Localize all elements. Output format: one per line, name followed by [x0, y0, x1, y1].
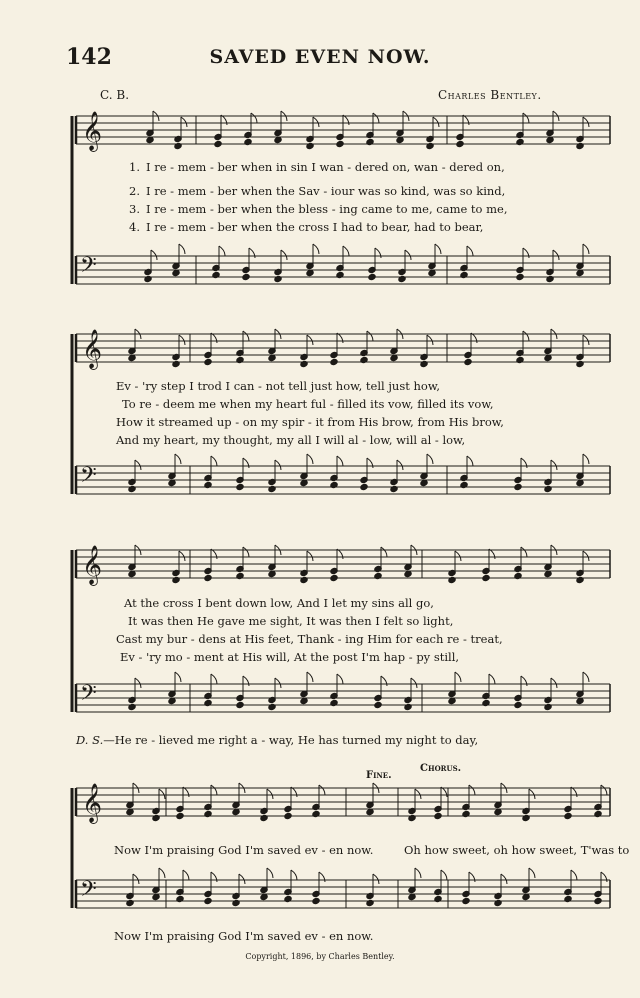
svg-text:𝄞: 𝄞 [82, 783, 103, 823]
verse-4-line-1 [124, 220, 483, 234]
verse-1-line-2: Ev - 'ry step I trod I can - not tell just how, tell just how, [116, 379, 440, 393]
svg-text:𝄞: 𝄞 [82, 329, 103, 369]
verse-number: 2. [129, 184, 140, 198]
copyright-notice: Copyright, 1896, by Charles Bentley. [245, 952, 395, 961]
verse-2-line-3: It was then He gave me sight, It was then I felt so light, [128, 614, 454, 628]
system-4-lyric-right: Oh how sweet, oh how sweet, T'was to [404, 843, 630, 857]
ds-lyric-text: —He re - lieved me right a - way, He has turned my night to day, [103, 733, 479, 747]
verse-3-line-2: How it streamed up - on my spir - it from His brow, from His brow, [116, 415, 504, 429]
lyric-text: I re - mem - ber when in sin I wan - dered on, wan - dered on, [146, 160, 505, 174]
lyric-text: I re - mem - ber when the cross I had to bear, had to bear, [146, 220, 484, 234]
svg-text:𝄢: 𝄢 [80, 253, 97, 283]
ds-label: D. S. [76, 733, 104, 747]
system-4-bass-lyric: Now I'm praising God I'm saved ev - en now. [114, 929, 374, 943]
svg-text:𝄢: 𝄢 [80, 463, 97, 493]
lyric-text: I re - mem - ber when the bless - ing came to me, came to me, [146, 202, 508, 216]
verse-1-line-1 [124, 160, 505, 174]
verse-2-line-1 [124, 184, 505, 198]
verse-number: 4. [129, 220, 140, 234]
verse-1-line-3: At the cross I bent down low, And I let my sins all go, [124, 596, 434, 610]
verse-number: 1. [129, 160, 140, 174]
verse-4-line-3: Ev - 'ry mo - ment at His will, At the post I'm hap - py still, [120, 650, 460, 664]
verse-3-line-1 [124, 202, 508, 216]
ds-lyric-line [76, 733, 478, 747]
hymn-title: SAVED EVEN NOW. [209, 46, 431, 68]
lyric-text: I re - mem - ber when the Sav - iour was so kind, was so kind, [146, 184, 506, 198]
page-number: 142 [66, 44, 112, 70]
verse-2-line-2: To re - deem me when my heart ful - filled its vow, filled its vow, [122, 397, 494, 411]
system-4-lyric-left: Now I'm praising God I'm saved ev - en now. [114, 843, 374, 857]
svg-text:𝄞: 𝄞 [82, 545, 103, 585]
verse-4-line-2: And my heart, my thought, my all I will al - low, will al - low, [116, 433, 466, 447]
svg-text:𝄢: 𝄢 [80, 877, 97, 907]
composer-credit: Charles Bentley. [438, 88, 542, 102]
fine-label: Fine. [366, 770, 392, 781]
verse-3-line-3: Cast my bur - dens at His feet, Thank - ing Him for each re - treat, [116, 632, 503, 646]
svg-text:𝄢: 𝄢 [80, 681, 97, 711]
lyricist-credit: C. B. [100, 88, 130, 102]
verse-number: 3. [129, 202, 140, 216]
chorus-label: Chorus. [420, 763, 462, 774]
svg-text:𝄞: 𝄞 [82, 111, 103, 151]
